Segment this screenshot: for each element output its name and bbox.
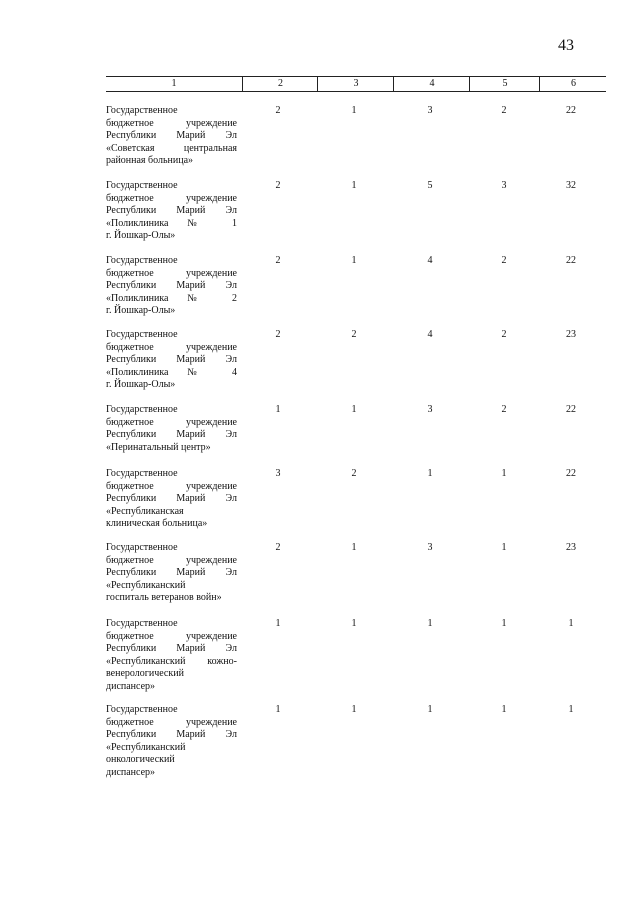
value-cell-col-2: 2: [275, 542, 281, 553]
institution-name: [106, 468, 237, 531]
institution-name-line: «Советская центральная: [106, 142, 237, 154]
institution-name-line: Государственное: [106, 468, 178, 479]
institution-name-line: бюджетное учреждение: [106, 416, 237, 428]
value-cell-col-2: 1: [275, 704, 281, 715]
value-cell-col-6: 23: [566, 542, 576, 553]
institution-name-line: онкологический: [106, 754, 175, 766]
value-cell-col-6: 1: [568, 704, 574, 715]
value-cell-col-3: 1: [351, 255, 357, 266]
institution-name-line: Республики Марий Эл: [106, 354, 237, 366]
institution-name-line: «Республиканская: [106, 505, 184, 517]
value-cell-col-2: 1: [275, 404, 281, 415]
value-cell-col-4: 5: [427, 180, 433, 191]
institution-name-line: бюджетное учреждение: [106, 267, 237, 279]
institution-name-line: бюджетное учреждение: [106, 554, 237, 566]
value-cell-col-6: 32: [566, 180, 576, 191]
institution-name-line: Государственное: [106, 542, 178, 553]
header-cell-6: 6: [539, 77, 607, 91]
value-cell-col-6: 22: [566, 255, 576, 266]
institution-name: [106, 255, 237, 318]
institution-name-line: бюджетное учреждение: [106, 480, 237, 492]
institution-name-line: Государственное: [106, 180, 178, 191]
value-cell-col-5: 2: [501, 329, 507, 340]
page-number: 43: [558, 37, 574, 54]
institution-name-line: госпиталь ветеранов войн»: [106, 592, 222, 604]
value-cell-col-4: 1: [427, 704, 433, 715]
value-cell-col-5: 1: [501, 468, 507, 479]
header-cell-2: 2: [242, 77, 318, 91]
value-cell-col-5: 2: [501, 404, 507, 415]
institution-name-line: Республики Марий Эл: [106, 729, 237, 741]
value-cell-col-2: 2: [275, 180, 281, 191]
value-cell-col-2: 1: [275, 618, 281, 629]
institution-name: [106, 180, 237, 243]
value-cell-col-3: 1: [351, 105, 357, 116]
institution-name-line: Республики Марий Эл: [106, 205, 237, 217]
institution-name: [106, 105, 237, 168]
institution-name-line: Республики Марий Эл: [106, 493, 237, 505]
value-cell-col-2: 2: [275, 105, 281, 116]
value-cell-col-3: 1: [351, 704, 357, 715]
institution-name-line: г. Йошкар-Олы»: [106, 379, 176, 391]
value-cell-col-5: 2: [501, 255, 507, 266]
institution-name-line: бюджетное учреждение: [106, 117, 237, 129]
institution-name-line: Государственное: [106, 329, 178, 340]
value-cell-col-5: 1: [501, 542, 507, 553]
value-cell-col-6: 23: [566, 329, 576, 340]
value-cell-col-5: 2: [501, 105, 507, 116]
value-cell-col-4: 3: [427, 542, 433, 553]
value-cell-col-5: 1: [501, 704, 507, 715]
value-cell-col-4: 3: [427, 404, 433, 415]
value-cell-col-3: 1: [351, 542, 357, 553]
institution-name-line: «Перинатальный центр»: [106, 441, 211, 453]
institution-name-line: диспансер»: [106, 766, 156, 778]
institution-name-line: Республики Марий Эл: [106, 567, 237, 579]
institution-name-line: «Поликлиника № 4: [106, 366, 237, 378]
value-cell-col-6: 22: [566, 105, 576, 116]
value-cell-col-4: 1: [427, 618, 433, 629]
institution-name-line: бюджетное учреждение: [106, 716, 237, 728]
value-cell-col-4: 4: [427, 329, 433, 340]
table-header-row: [106, 76, 606, 92]
institution-name-line: Республики Марий Эл: [106, 130, 237, 142]
value-cell-col-6: 22: [566, 468, 576, 479]
institution-name-line: «Республиканский: [106, 579, 186, 591]
value-cell-col-4: 1: [427, 468, 433, 479]
institution-name-line: Государственное: [106, 704, 178, 715]
value-cell-col-5: 1: [501, 618, 507, 629]
value-cell-col-6: 1: [568, 618, 574, 629]
value-cell-col-2: 2: [275, 329, 281, 340]
value-cell-col-6: 22: [566, 404, 576, 415]
header-cell-5: 5: [469, 77, 540, 91]
institution-name-line: г. Йошкар-Олы»: [106, 305, 176, 317]
institution-name-line: «Республиканский кожно-: [106, 655, 237, 667]
institution-name-line: районная больница»: [106, 155, 194, 167]
header-cell-4: 4: [393, 77, 470, 91]
institution-name-line: бюджетное учреждение: [106, 341, 237, 353]
institution-name-line: Государственное: [106, 404, 178, 415]
value-cell-col-2: 3: [275, 468, 281, 479]
institution-name-line: Государственное: [106, 255, 178, 266]
institution-name-line: венерологический: [106, 668, 184, 680]
institution-name-line: Республики Марий Эл: [106, 280, 237, 292]
header-cell-1: 1: [171, 78, 177, 89]
institution-name-line: г. Йошкар-Олы»: [106, 230, 176, 242]
value-cell-col-3: 1: [351, 180, 357, 191]
value-cell-col-4: 4: [427, 255, 433, 266]
institution-name-line: Государственное: [106, 105, 178, 116]
value-cell-col-3: 2: [351, 468, 357, 479]
institution-name-line: бюджетное учреждение: [106, 192, 237, 204]
value-cell-col-5: 3: [501, 180, 507, 191]
institution-name-line: бюджетное учреждение: [106, 630, 237, 642]
institution-name-line: Государственное: [106, 618, 178, 629]
institution-name-line: «Поликлиника № 2: [106, 292, 237, 304]
value-cell-col-4: 3: [427, 105, 433, 116]
value-cell-col-2: 2: [275, 255, 281, 266]
institution-name-line: клиническая больница»: [106, 518, 208, 530]
value-cell-col-3: 2: [351, 329, 357, 340]
institution-name: [106, 704, 237, 780]
institution-name: [106, 542, 237, 605]
institution-name-line: Республики Марий Эл: [106, 429, 237, 441]
data-table: [106, 76, 606, 778]
institution-name: [106, 618, 237, 694]
institution-name: [106, 329, 237, 392]
value-cell-col-3: 1: [351, 618, 357, 629]
institution-name-line: Республики Марий Эл: [106, 643, 237, 655]
institution-name-line: диспансер»: [106, 680, 156, 692]
header-cell-3: 3: [317, 77, 394, 91]
value-cell-col-3: 1: [351, 404, 357, 415]
institution-name-line: «Республиканский: [106, 741, 186, 753]
institution-name-line: «Поликлиника № 1: [106, 217, 237, 229]
institution-name: [106, 404, 237, 454]
